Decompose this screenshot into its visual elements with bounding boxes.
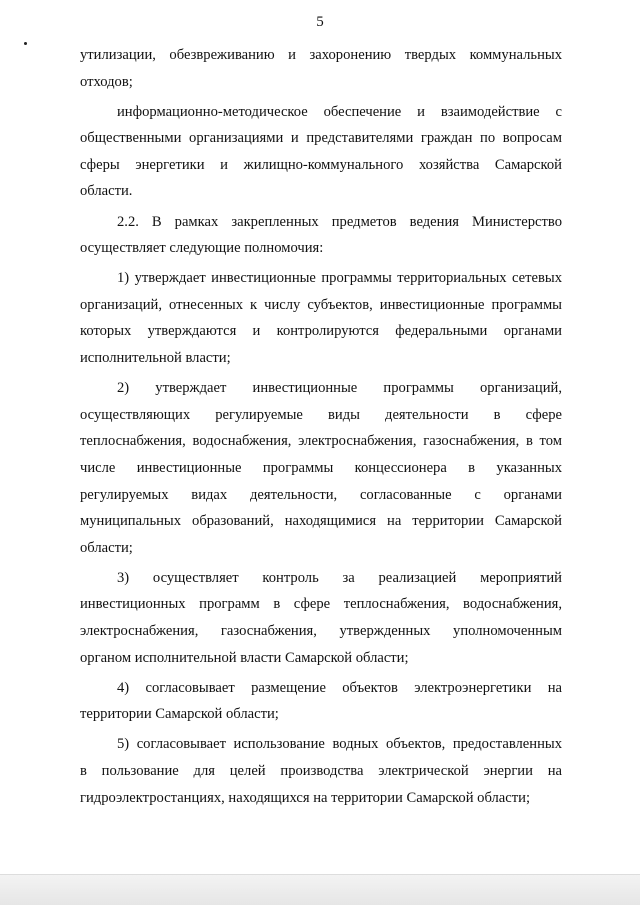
paragraph: [80, 565, 562, 671]
paragraph: [80, 731, 562, 811]
text-line: отходов;: [80, 73, 133, 90]
page-number: 5: [316, 14, 324, 30]
text-line: теплоснабжения, водоснабжения, электроснабжения, газоснабжения, в том: [80, 433, 562, 450]
text-line: исполнительной власти;: [80, 350, 231, 367]
paragraph: [80, 42, 562, 95]
text-line: числе инвестиционные программы концессионера в указанных: [80, 459, 562, 476]
text-line: 3) осуществляет контроль за реализацией мероприятий: [117, 569, 562, 586]
paragraph: [80, 99, 562, 205]
text-line: муниципальных образований, находящимися на территории Самарской: [80, 513, 562, 530]
text-line: осуществляющих регулируемые виды деятельности в сфере: [80, 406, 562, 423]
paragraph: [80, 675, 562, 728]
text-line: организаций, отнесенных к числу субъектов, инвестиционные программы: [80, 296, 562, 313]
text-line: сферы энергетики и жилищно-коммунального хозяйства Самарской: [80, 156, 562, 173]
text-line: 5) согласовывает использование водных объектов, предоставленных: [117, 736, 562, 753]
text-line: 1) утверждает инвестиционные программы территориальных сетевых: [117, 270, 562, 287]
text-line: в пользование для целей производства электрической энергии на: [80, 762, 562, 779]
paragraph: [80, 209, 562, 262]
scan-dot-mark: [24, 42, 27, 45]
text-line: инвестиционных программ в сфере теплоснабжения, водоснабжения,: [80, 596, 562, 613]
text-line: общественными организациями и представителями граждан по вопросам: [80, 130, 562, 147]
text-line: 2) утверждает инвестиционные программы организаций,: [117, 380, 562, 397]
text-line: которых утверждаются и контролируются федеральными органами: [80, 323, 562, 340]
text-line: органом исполнительной власти Самарской области;: [80, 649, 409, 666]
text-line: осуществляет следующие полномочия:: [80, 240, 324, 257]
paragraph: [80, 375, 562, 561]
text-line: информационно-методическое обеспечение и взаимодействие с: [117, 103, 562, 120]
text-line: регулируемых видах деятельности, согласованные с органами: [80, 486, 562, 503]
text-line: области;: [80, 539, 133, 556]
scan-bottom-margin: [0, 875, 640, 905]
text-line: территории Самарской области;: [80, 706, 279, 723]
text-line: 2.2. В рамках закрепленных предметов ведения Министерство: [117, 213, 562, 230]
text-line: области.: [80, 183, 133, 200]
text-line: гидроэлектростанциях, находящихся на территории Самарской области;: [80, 789, 530, 806]
text-line: 4) согласовывает размещение объектов электроэнергетики на: [117, 679, 562, 696]
text-line: электроснабжения, газоснабжения, утвержденных уполномоченным: [80, 622, 562, 639]
document-body: [80, 42, 562, 811]
text-line: утилизации, обезвреживанию и захоронению твердых коммунальных: [80, 47, 562, 63]
paragraph: [80, 265, 562, 371]
